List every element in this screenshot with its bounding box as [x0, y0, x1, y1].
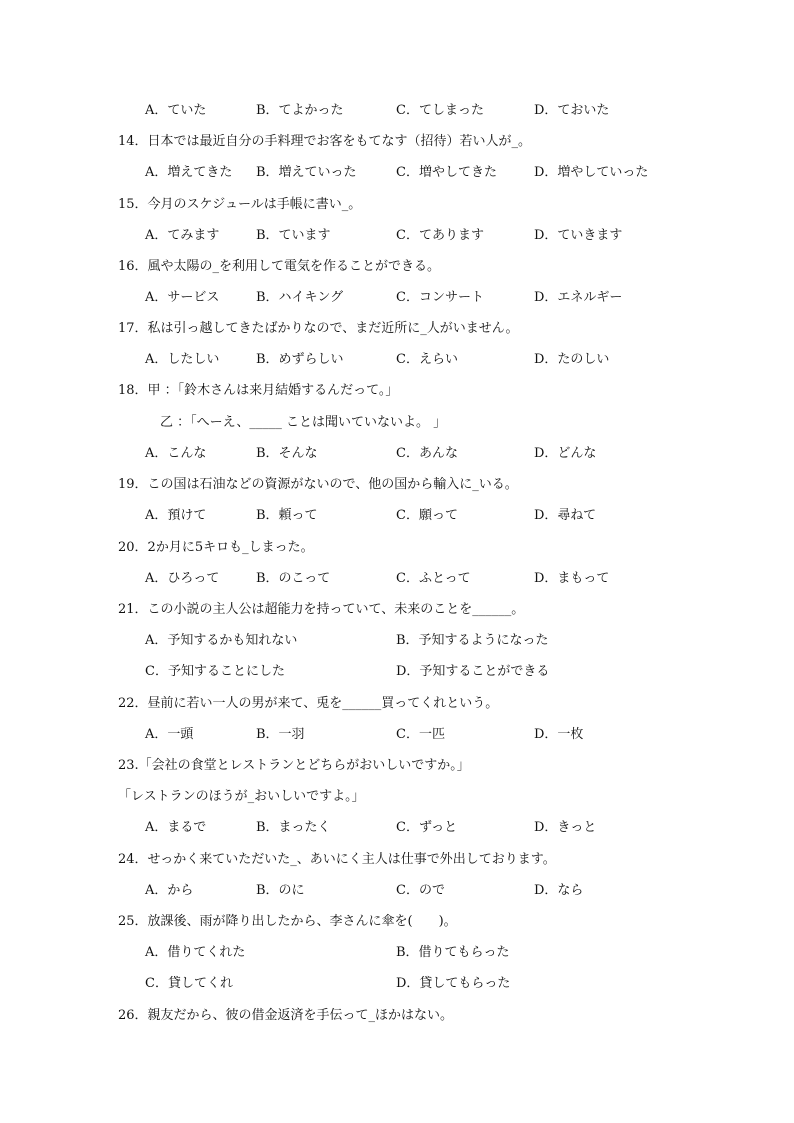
q22-stem: 22．昼前に若い一人の男が来て、兎を______買ってくれという。	[118, 696, 499, 711]
q24-options	[0, 881, 794, 901]
q22-stem-line	[0, 694, 794, 714]
q16-option-a: A．サービス	[145, 290, 220, 305]
q14-stem-line	[0, 132, 794, 152]
q19-option-d: D．尋ねて	[534, 508, 597, 523]
q20-stem-line	[0, 538, 794, 558]
q21-option-a: A．予知するかも知れない	[145, 633, 298, 648]
q17-option-c: C．えらい	[396, 352, 458, 367]
q19-stem-line	[0, 475, 794, 495]
q20-options	[0, 569, 794, 589]
q15-option-c: C．てあります	[396, 228, 484, 243]
q14-option-a: A．増えてきた	[145, 165, 233, 180]
q20-option-a: A．ひろって	[145, 571, 220, 586]
q17-option-b: B．めずらしい	[256, 352, 344, 367]
q23-option-d: D．きっと	[534, 820, 597, 835]
q15-stem-line	[0, 195, 794, 215]
q19-option-a: A．預けて	[145, 508, 207, 523]
q24-option-c: C．ので	[396, 883, 445, 898]
q22-options	[0, 725, 794, 745]
q25-stem-line	[0, 912, 794, 932]
q23-sub: 「レストランのほうが_おいしいですよ。」	[118, 789, 365, 804]
q18-stem: 18．甲 ：「鈴木さんは来月結婚するんだって。」	[118, 383, 399, 398]
q21-stem: 21．この小説の主人公は超能力を持っていて、未来のことを______。	[118, 602, 525, 617]
q24-stem: 24．せっかく来ていただいた_、あいにく主人は仕事で外出しております。	[118, 852, 556, 867]
q23-stem-line	[0, 756, 794, 776]
q25-stem: 25．放課後、雨が降り出したから、李さんに傘を( )。	[118, 914, 457, 929]
q22-option-d: D．一枚	[534, 727, 584, 742]
q15-options	[0, 226, 794, 246]
q13-option-c: C．てしまった	[396, 103, 484, 118]
q24-option-b: B．のに	[256, 883, 305, 898]
q14-options	[0, 163, 794, 183]
q21-stem-line	[0, 600, 794, 620]
q24-option-d: D．なら	[534, 883, 584, 898]
q14-option-d: D．増やしていった	[534, 165, 649, 180]
q19-option-b: B．頼って	[256, 508, 318, 523]
q18-option-b: B．そんな	[256, 446, 318, 461]
q17-options	[0, 350, 794, 370]
q18-option-a: A．こんな	[145, 446, 207, 461]
q22-option-b: B．一羽	[256, 727, 305, 742]
q13-options	[0, 101, 794, 121]
q22-option-a: A．一頭	[145, 727, 194, 742]
q21-options-row1	[0, 631, 794, 651]
q18-option-d: D．どんな	[534, 446, 597, 461]
q24-stem-line	[0, 850, 794, 870]
q18-option-c: C．あんな	[396, 446, 458, 461]
q21-option-b: B．予知するようになった	[396, 633, 549, 648]
q19-stem: 19．この国は石油などの資源がないので、他の国から輸入に_いる。	[118, 477, 518, 492]
q25-option-d: D．貸してもらった	[396, 976, 511, 991]
q14-stem: 14．日本では最近自分の手料理でお客をもてなす（招待）若い人が_。	[118, 134, 532, 149]
q26-stem: 26．親友だから、彼の借金返済を手伝って_ほかはない。	[118, 1008, 454, 1023]
q17-option-a: A．したしい	[145, 352, 220, 367]
q16-option-d: D．エネルギー	[534, 290, 623, 305]
q16-stem: 16．風や太陽の_を利用して電気を作ることができる。	[118, 259, 441, 274]
q20-option-c: C．ふとって	[396, 571, 471, 586]
q25-option-c: C．貸してくれ	[145, 976, 233, 991]
q18-sub-line	[0, 413, 794, 433]
q14-option-c: C．増やしてきた	[396, 165, 497, 180]
q14-option-b: B．増えていった	[256, 165, 357, 180]
q23-option-a: A．まるで	[145, 820, 207, 835]
q15-option-a: A．てみます	[145, 228, 220, 243]
q15-stem: 15．今月のスケジュールは手帳に書い_。	[118, 197, 362, 212]
q26-stem-line	[0, 1006, 794, 1026]
q16-option-b: B．ハイキング	[256, 290, 344, 305]
q21-option-c: C．予知することにした	[145, 664, 285, 679]
q13-option-b: B．てよかった	[256, 103, 344, 118]
q20-option-b: B．のこって	[256, 571, 331, 586]
q17-stem-line	[0, 319, 794, 339]
q24-option-a: A．から	[145, 883, 194, 898]
q18-stem-line	[0, 381, 794, 401]
q25-options-row2	[0, 974, 794, 994]
q23-option-c: C．ずっと	[396, 820, 458, 835]
q19-option-c: C．願って	[396, 508, 458, 523]
q16-option-c: C．コンサート	[396, 290, 484, 305]
q25-options-row1	[0, 943, 794, 963]
q17-stem: 17．私は引っ越してきたばかりなので、まだ近所に_人がいません。	[118, 321, 519, 336]
q13-option-a: A．ていた	[145, 103, 207, 118]
q15-option-d: D．ていきます	[534, 228, 623, 243]
q20-option-d: D．まもって	[534, 571, 610, 586]
q23-option-b: B．まったく	[256, 820, 331, 835]
q16-stem-line	[0, 257, 794, 277]
q23-options	[0, 818, 794, 838]
q22-option-c: C．一匹	[396, 727, 445, 742]
q15-option-b: B．ています	[256, 228, 331, 243]
q21-option-d: D．予知することができる	[396, 664, 550, 679]
q23-stem: 23.「会社の食堂とレストランとどちらがおいしいですか。」	[118, 758, 470, 773]
q23-sub-line	[0, 787, 794, 807]
q19-options	[0, 506, 794, 526]
q20-stem: 20．2か月に5キロも_しまった。	[118, 540, 314, 555]
q25-option-a: A．借りてくれた	[145, 945, 246, 960]
q17-option-d: D．たのしい	[534, 352, 610, 367]
q18-options	[0, 444, 794, 464]
q21-options-row2	[0, 662, 794, 682]
q16-options	[0, 288, 794, 308]
q25-option-b: B．借りてもらった	[396, 945, 510, 960]
q18-sub: 乙 ：「へーえ、_____ ことは聞いていないよ。 」	[160, 415, 447, 430]
q13-option-d: D．ておいた	[534, 103, 610, 118]
